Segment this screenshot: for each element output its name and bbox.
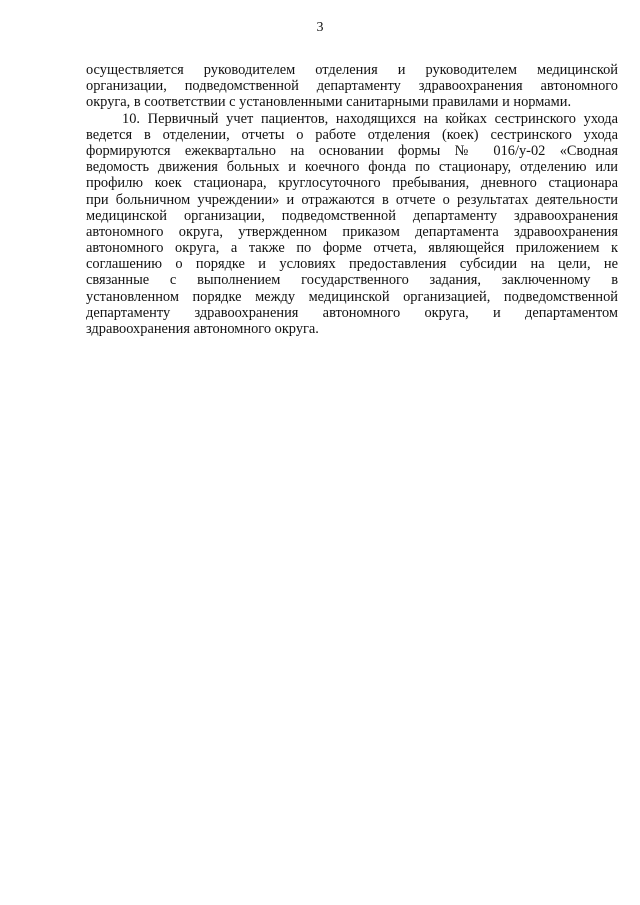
text-line: 10. Первичный учет пациентов, находящихся на койках сестринского ухода (122, 110, 618, 127)
text-line: медицинской организации, подведомственной департаменту здравоохранения (86, 207, 618, 224)
document-body (86, 62, 618, 337)
text-line: ведомость движения больных и коечного фонда по стационару, отделению или (86, 159, 618, 176)
text-line: автономного округа, а также по форме отчета, являющейся приложением к (86, 240, 618, 257)
text-line: ведется в отделении, отчеты о работе отделения (коек) сестринского ухода (86, 126, 618, 143)
text-line: автономного округа, утвержденном приказом департамента здравоохранения (86, 223, 618, 240)
text-line: профилю коек стационара, круглосуточного пребывания, дневного стационара (86, 175, 618, 192)
text-line: здравоохранения автономного округа. (86, 321, 319, 337)
paragraph-2 (86, 111, 618, 338)
text-line: установленном порядке между медицинской организацией, подведомственной (86, 288, 618, 305)
text-line: соглашению о порядке и условиях предоставления субсидии на цели, не (86, 256, 618, 273)
page-number: 3 (316, 20, 324, 35)
text-line: при больничном учреждении» и отражаются в отчете о результатах деятельности (86, 191, 618, 208)
paragraph-1 (86, 62, 618, 111)
text-line: связанные с выполнением государственного задания, заключенному в (86, 272, 618, 289)
text-line: организации, подведомственной департаменту здравоохранения автономного (86, 78, 618, 95)
text-line: формируются ежеквартально на основании формы № 016/у-02 «Сводная (86, 142, 618, 159)
text-line: округа, в соответствии с установленными санитарными правилами и нормами. (86, 94, 572, 111)
text-line: департаменту здравоохранения автономного округа, и департаментом (86, 304, 618, 321)
text-line: осуществляется руководителем отделения и руководителем медицинской (86, 62, 618, 78)
